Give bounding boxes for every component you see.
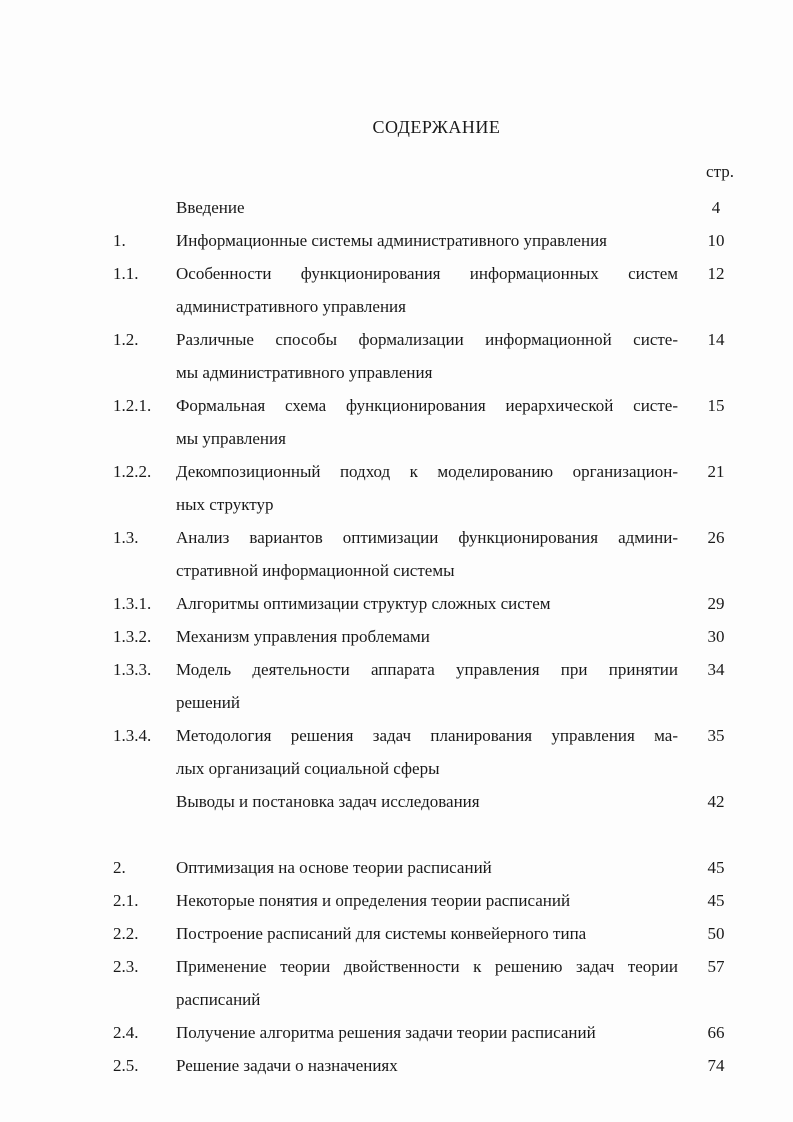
- toc-entry-title-line: Применение теории двойственности к решению задач теории: [176, 957, 678, 976]
- toc-entry-title-line: ных структур: [176, 495, 274, 514]
- toc-entry-title-line: мы административного управления: [176, 363, 433, 382]
- toc-entry-page: 4: [711, 198, 721, 217]
- toc-entry-page: 50: [707, 924, 725, 943]
- toc-entry-page: 30: [707, 627, 725, 646]
- toc-entry: [0, 884, 793, 917]
- toc-entry-title-line: Формальная схема функционирования иерархической систе-: [176, 396, 678, 415]
- table-of-contents: [0, 191, 793, 1082]
- toc-entry: [0, 1016, 793, 1049]
- toc-entry-title-line: Решение задачи о назначениях: [176, 1056, 398, 1075]
- toc-entry: [0, 653, 793, 719]
- toc-entry: [0, 521, 793, 587]
- toc-entry-title: [176, 455, 678, 521]
- toc-entry-page: 57: [707, 957, 725, 976]
- toc-entry-page: 35: [707, 726, 725, 745]
- toc-entry-page: 34: [707, 660, 725, 679]
- toc-entry-title: [176, 653, 678, 719]
- toc-entry-number: 2.: [113, 858, 126, 877]
- page-title: СОДЕРЖАНИЕ: [372, 117, 501, 137]
- toc-entry-number: 1.3.1.: [113, 594, 152, 613]
- toc-entry: [0, 917, 793, 950]
- toc-entry-title-line: решений: [176, 693, 240, 712]
- toc-entry-title-line: Модель деятельности аппарата управления при принятии: [176, 660, 678, 679]
- toc-entry: [0, 785, 793, 818]
- toc-entry-title-line: мы управления: [176, 429, 286, 448]
- toc-entry-page: 10: [707, 231, 725, 250]
- toc-entry-number: 1.3.4.: [113, 726, 152, 745]
- toc-entry-title-line: Механизм управления проблемами: [176, 627, 430, 646]
- toc-entry-title: [176, 917, 678, 950]
- toc-entry-number: 1.2.2.: [113, 462, 152, 481]
- toc-entry: [0, 851, 793, 884]
- toc-entry-title: [176, 719, 678, 785]
- toc-entry-page: 45: [707, 891, 725, 910]
- toc-entry-number: 1.2.: [113, 330, 139, 349]
- toc-entry-page: 66: [707, 1023, 725, 1042]
- toc-entry-number: 1.2.1.: [113, 396, 152, 415]
- toc-entry-number: 1.3.2.: [113, 627, 152, 646]
- toc-entry: [0, 323, 793, 389]
- toc-entry-page: 74: [707, 1056, 725, 1075]
- toc-entry-number: 1.1.: [113, 264, 139, 283]
- toc-entry-title-line: Алгоритмы оптимизации структур сложных систем: [176, 594, 551, 613]
- toc-entry-title: [176, 785, 678, 818]
- toc-entry-title: [176, 884, 678, 917]
- toc-entry-page: 15: [707, 396, 725, 415]
- toc-entry-title-line: Построение расписаний для системы конвейерного типа: [176, 924, 587, 943]
- toc-entry-number: 2.1.: [113, 891, 139, 910]
- toc-entry: [0, 191, 793, 224]
- toc-entry-title: [176, 191, 678, 224]
- toc-entry-title: [176, 587, 678, 620]
- toc-entry-title-line: Информационные системы административного управления: [176, 231, 607, 250]
- toc-entry-number: 2.5.: [113, 1056, 139, 1075]
- toc-entry-title-line: Анализ вариантов оптимизации функционирования админи-: [176, 528, 678, 547]
- toc-entry: [0, 455, 793, 521]
- toc-entry-title-line: Введение: [176, 198, 245, 217]
- toc-entry-title: [176, 521, 678, 587]
- toc-entry-title: [176, 323, 678, 389]
- toc-entry-number: 2.2.: [113, 924, 139, 943]
- toc-entry: [0, 257, 793, 323]
- toc-entry-number: 1.3.3.: [113, 660, 152, 679]
- toc-entry-title: [176, 950, 678, 1016]
- toc-entry-number: 2.3.: [113, 957, 139, 976]
- toc-entry-title-line: Методология решения задач планирования управления ма-: [176, 726, 678, 745]
- toc-entry-title-line: административного управления: [176, 297, 406, 316]
- toc-entry-page: 45: [707, 858, 725, 877]
- toc-entry: [0, 950, 793, 1016]
- toc-entry-page: 14: [707, 330, 725, 349]
- toc-entry-page: 21: [707, 462, 725, 481]
- toc-entry: [0, 620, 793, 653]
- toc-entry-title-line: Выводы и постановка задач исследования: [176, 792, 480, 811]
- toc-entry-page: 26: [707, 528, 725, 547]
- toc-entry-title-line: Оптимизация на основе теории расписаний: [176, 858, 492, 877]
- toc-entry-title-line: Некоторые понятия и определения теории расписаний: [176, 891, 571, 910]
- toc-entry-title: [176, 257, 678, 323]
- toc-entry-title-line: Получение алгоритма решения задачи теории расписаний: [176, 1023, 596, 1042]
- toc-entry-page: 29: [707, 594, 725, 613]
- toc-entry-title-line: лых организаций социальной сферы: [176, 759, 440, 778]
- toc-entry-page: 42: [707, 792, 725, 811]
- toc-entry-title-line: Декомпозиционный подход к моделированию организацион-: [176, 462, 678, 481]
- toc-entry: [0, 389, 793, 455]
- toc-entry-number: 2.4.: [113, 1023, 139, 1042]
- toc-entry: [0, 224, 793, 257]
- toc-entry-title: [176, 224, 678, 257]
- toc-entry: [0, 587, 793, 620]
- toc-entry-title: [176, 620, 678, 653]
- toc-entry-number: 1.3.: [113, 528, 139, 547]
- toc-entry-title: [176, 389, 678, 455]
- toc-entry-title: [176, 1016, 678, 1049]
- toc-entry-page: 12: [707, 264, 725, 283]
- toc-entry-title: [176, 851, 678, 884]
- toc-entry: [0, 1049, 793, 1082]
- toc-entry-number: 1.: [113, 231, 126, 250]
- toc-entry-title-line: расписаний: [176, 990, 261, 1009]
- toc-entry-title-line: стративной информационной системы: [176, 561, 455, 580]
- toc-entry-title-line: Различные способы формализации информационной систе-: [176, 330, 678, 349]
- toc-entry-title-line: Особенности функционирования информационных систем: [176, 264, 678, 283]
- toc-entry-title: [176, 1049, 678, 1082]
- toc-entry: [0, 719, 793, 785]
- page-column-label: стр.: [706, 162, 734, 181]
